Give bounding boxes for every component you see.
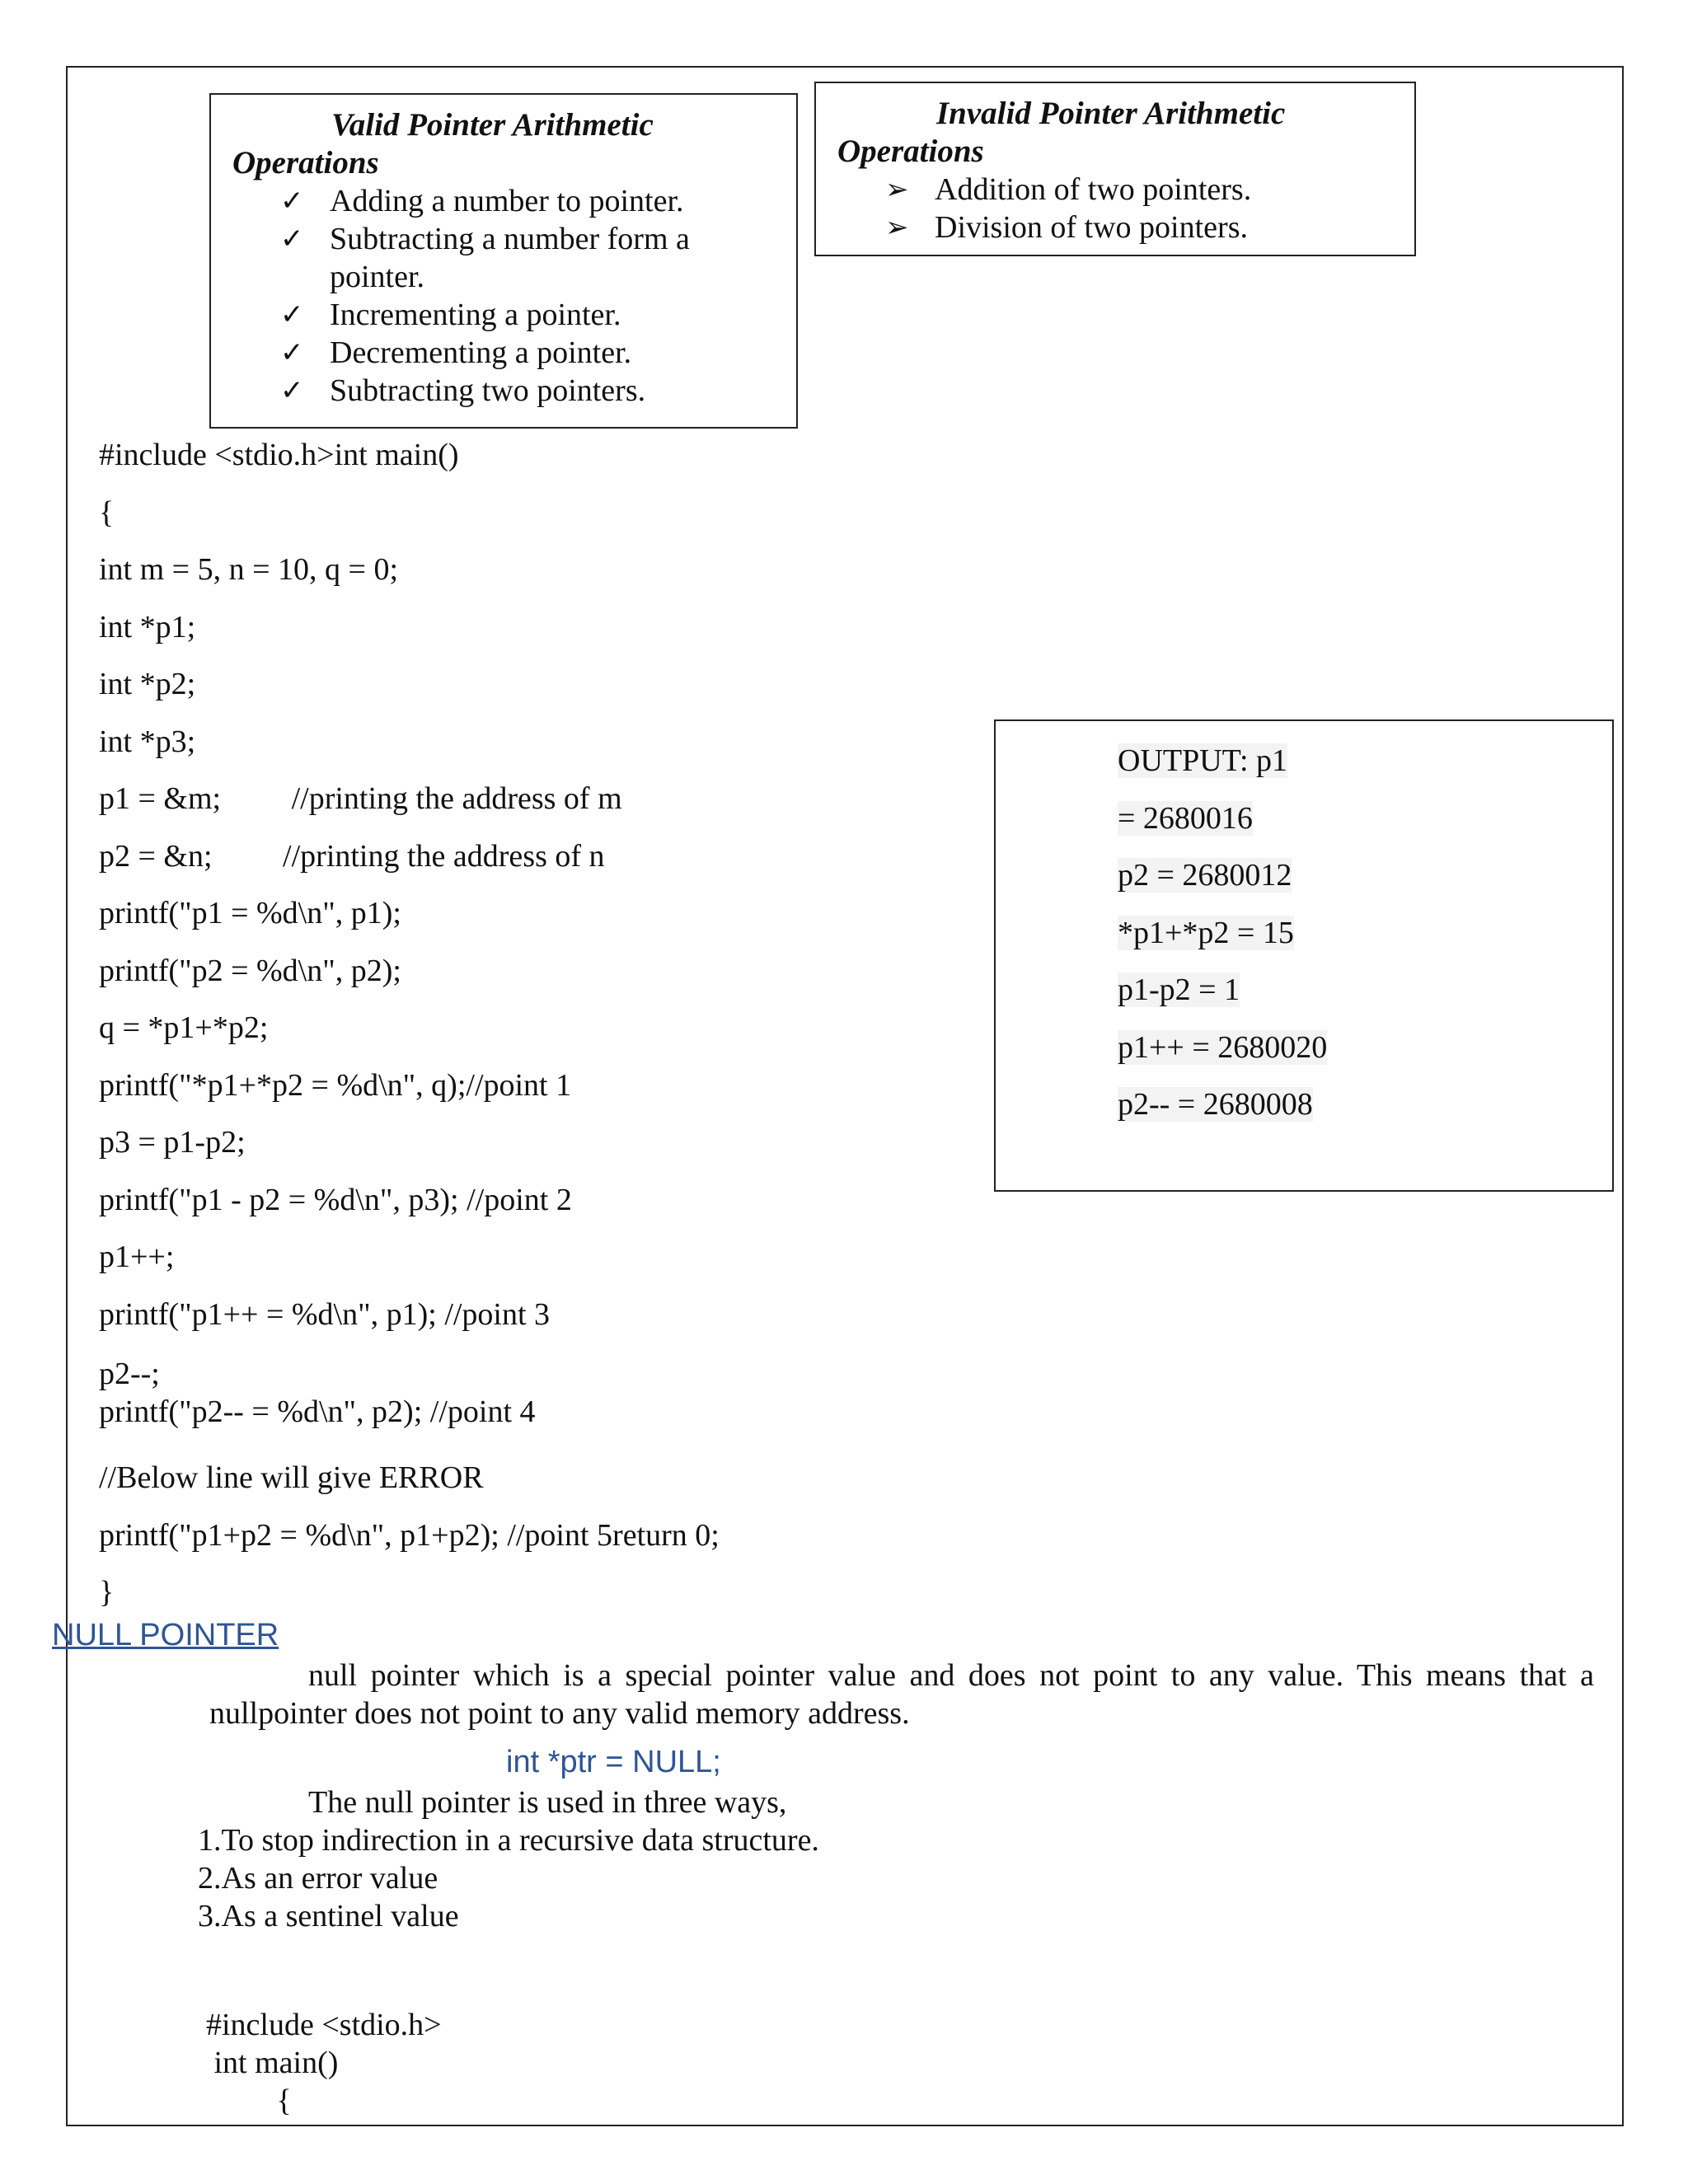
code-line: printf("p1 - p2 = %d\n", p3); //point 2 xyxy=(99,1182,572,1217)
code-line: int m = 5, n = 10, q = 0; xyxy=(99,552,399,587)
code-sample: int *ptr = NULL; xyxy=(506,1745,721,1779)
invalid-box-title: Invalid Pointer Arithmetic xyxy=(936,96,1286,131)
list-item: 2.As an error value xyxy=(198,1861,438,1896)
code-line: int main() xyxy=(206,2046,339,2080)
list-item: 1.To stop indirection in a recursive data structure. xyxy=(198,1823,819,1858)
check-icon: ✓ xyxy=(280,185,304,218)
output-line: p1-p2 = 1 xyxy=(1118,972,1240,1007)
code-line: q = *p1+*p2; xyxy=(99,1010,269,1045)
valid-box-title: Valid Pointer Arithmetic xyxy=(331,107,654,143)
code-line: int *p3; xyxy=(99,724,196,759)
list-item: ✓ Incrementing a pointer. xyxy=(280,298,621,332)
list-item: ✓ Adding a number to pointer. xyxy=(280,184,684,218)
output-line: = 2680016 xyxy=(1118,800,1253,836)
list-item: ✓ Subtracting two pointers. xyxy=(280,373,646,408)
code-line: { xyxy=(206,2083,292,2118)
section-heading: NULL POINTER xyxy=(52,1618,279,1652)
output-line: p1++ = 2680020 xyxy=(1118,1029,1328,1065)
list-item: ✓ Decrementing a pointer. xyxy=(280,335,632,370)
output-box xyxy=(994,719,1614,1192)
check-icon: ✓ xyxy=(280,336,304,369)
code-listing xyxy=(99,427,923,1622)
code-line: p3 = p1-p2; xyxy=(99,1125,246,1160)
list-item: ➢ Division of two pointers. xyxy=(885,210,1248,245)
arrow-right-icon: ➢ xyxy=(885,173,909,206)
uses-intro: The null pointer is used in three ways, xyxy=(308,1785,787,1820)
code-line: printf("p1 = %d\n", p1); xyxy=(99,896,401,930)
code-line: printf("p1++ = %d\n", p1); //point 3 xyxy=(99,1296,551,1332)
output-line: p2 = 2680012 xyxy=(1118,858,1292,893)
code-line: #include <stdio.h>int main() xyxy=(99,438,459,472)
code-line: //Below line will give ERROR xyxy=(99,1460,484,1495)
list-item: ✓ Subtracting a number form a pointer. xyxy=(280,222,690,294)
valid-operations-box xyxy=(209,93,798,429)
code-line: } xyxy=(99,1575,115,1610)
check-icon: ✓ xyxy=(280,223,304,255)
code-line: { xyxy=(99,494,115,530)
code-line: printf("*p1+*p2 = %d\n", q);//point 1 xyxy=(99,1067,572,1103)
check-icon: ✓ xyxy=(280,374,304,407)
code-line: p1 = &m; //printing the address of m xyxy=(99,781,622,816)
code-line: p2 = &n; //printing the address of n xyxy=(99,838,605,874)
invalid-box-title-cont: Operations xyxy=(837,134,984,169)
code-line: int *p2; xyxy=(99,667,196,701)
null-pointer-paragraph: null pointer which is a special pointer value and does not point to any value. This means that a nullpointer does not point to any valid memory address. xyxy=(209,1658,1594,1731)
code-line: printf("p2-- = %d\n", p2); //point 4 xyxy=(99,1394,536,1429)
check-icon: ✓ xyxy=(280,298,304,331)
code-line: p2--; xyxy=(99,1357,160,1391)
output-line: *p1+*p2 = 15 xyxy=(1118,915,1294,950)
code-line: int *p1; xyxy=(99,609,196,644)
code-line: p1++; xyxy=(99,1240,175,1274)
output-line: OUTPUT: p1 xyxy=(1118,743,1288,778)
code-line: printf("p2 = %d\n", p2); xyxy=(99,953,401,988)
uses-list xyxy=(198,1821,819,1935)
list-item: ➢ Addition of two pointers. xyxy=(885,172,1252,207)
arrow-right-icon: ➢ xyxy=(885,211,909,244)
code-line: printf("p1+p2 = %d\n", p1+p2); //point 5return 0; xyxy=(99,1517,720,1553)
valid-operations-list xyxy=(232,182,776,410)
list-item: 3.As a sentinel value xyxy=(198,1899,459,1933)
code-line: #include <stdio.h> xyxy=(206,2008,442,2042)
invalid-operations-list xyxy=(837,171,1395,246)
output-line: p2-- = 2680008 xyxy=(1118,1087,1313,1122)
valid-box-title-cont: Operations xyxy=(232,145,379,180)
invalid-operations-box xyxy=(814,82,1416,256)
code-listing-2 xyxy=(206,2006,442,2120)
